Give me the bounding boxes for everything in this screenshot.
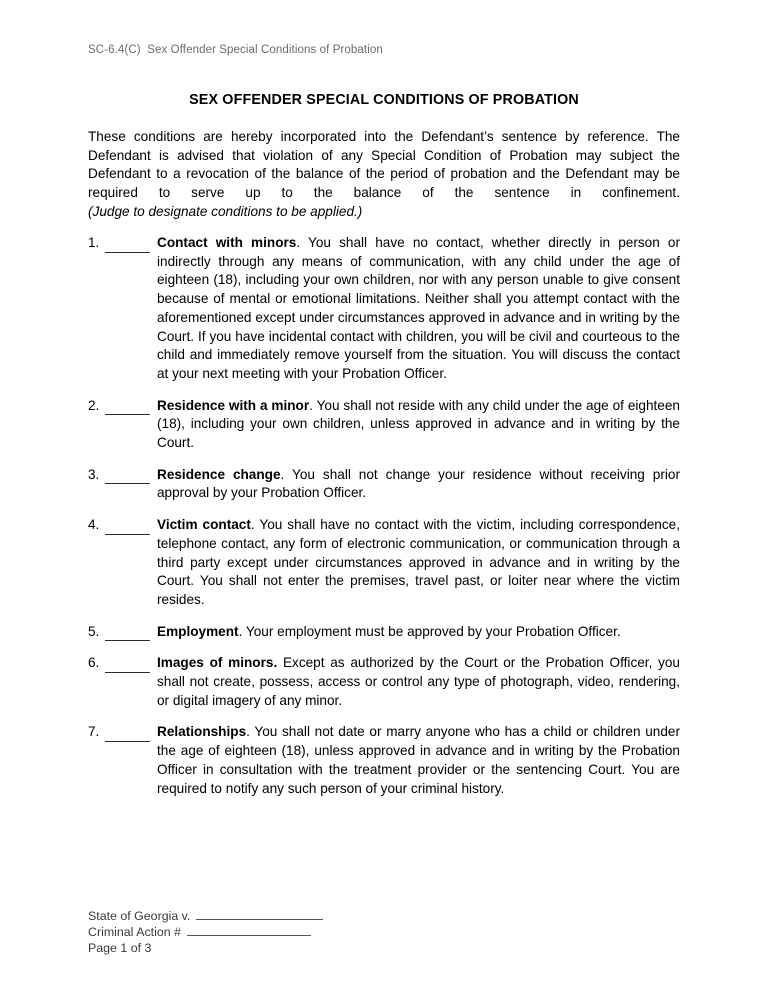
condition-label: Employment — [157, 623, 239, 639]
condition-label: Residence with a minor — [157, 397, 310, 413]
condition-text: . You shall not change your residence without receiving prior approval by your Probation Officer. — [157, 466, 681, 501]
condition-number: 1. — [88, 235, 100, 250]
condition-checkbox-blank-1[interactable] — [105, 234, 150, 253]
condition-checkbox-blank-3[interactable] — [105, 466, 150, 485]
condition-label: Contact with minors — [157, 235, 297, 250]
condition-checkbox-blank-6[interactable] — [105, 654, 150, 673]
condition-item-4 — [88, 516, 680, 610]
criminal-action-number-field[interactable] — [187, 924, 311, 936]
footer-case-label: State of Georgia v. — [88, 909, 191, 923]
condition-checkbox-blank-7[interactable] — [105, 723, 150, 742]
condition-text: . You shall not reside with any child under the age of eighteen (18), including your own children, unless approved in advance and in writing by the Court. — [157, 397, 680, 451]
page-title: SEX OFFENDER SPECIAL CONDITIONS OF PROBATION — [189, 92, 579, 108]
condition-number: 3. — [88, 466, 100, 482]
condition-item-2 — [88, 397, 680, 453]
footer-action-line — [88, 924, 323, 940]
condition-text: . You shall not date or marry anyone who has a child or children under the age of eighteen (18), unless approved in advance and in writing by the Probation Officer in consultation with the treatment provider or the sentencing Court. You are required to notify any such person of your criminal history. — [157, 724, 680, 796]
condition-text: . Your employment must be approved by your Probation Officer. — [238, 623, 621, 639]
condition-number: 6. — [88, 655, 100, 671]
condition-label: Relationships — [157, 724, 247, 740]
condition-number: 4. — [88, 517, 100, 533]
condition-text: Except as authorized by the Court or the Probation Officer, you shall not create, possess, access or control any type of photograph, video, rendering, or digital imagery of any minor. — [157, 655, 680, 708]
condition-item-6 — [88, 654, 680, 710]
condition-text: . You shall have no contact with the victim, including correspondence, telephone contact, any form of electronic communication, or communication through a third party except under circumstances approved in advance and in writing by the Court. You shall not enter the premises, travel past, or loiter near where the victim resides. — [157, 517, 681, 607]
footer-case-line — [88, 908, 323, 924]
intro-paragraph — [88, 128, 680, 222]
form-number-header: SC-6.4(C) Sex Offender Special Conditions of Probation — [88, 44, 383, 56]
intro-body-text: These conditions are hereby incorporated into the Defendant’s sentence by reference. The Defendant is advised that violation of any Special Condition of Probation may subject the Defendant to a revocation of the balance of the period of probation and the Defendant may be required to serve up to the balance of the sentence in confinement. — [88, 129, 680, 201]
condition-item-7 — [88, 723, 680, 798]
condition-item-1 — [88, 234, 680, 384]
case-name-field[interactable] — [196, 908, 323, 920]
condition-checkbox-blank-4[interactable] — [105, 516, 150, 535]
condition-number: 5. — [88, 623, 100, 639]
intro-judge-note: (Judge to designate conditions to be applied.) — [88, 203, 363, 219]
condition-number: 2. — [88, 397, 100, 413]
condition-label: Residence change — [157, 466, 281, 482]
condition-label: Images of minors. — [157, 655, 278, 671]
footer-page-number: Page 1 of 3 — [88, 941, 152, 956]
condition-checkbox-blank-5[interactable] — [105, 623, 150, 642]
condition-item-3 — [88, 466, 680, 503]
condition-text: . You shall have no contact, whether directly in person or indirectly through any means of communication, with any child under the age of eighteen (18), including your own children, nor with any person unable to give consent because of mental or emotional limitations. Neither shall you attempt contact with the aforementioned except under circumstances approved in advance and in writing by the Court. If you have incidental contact with children, you will be civil and courteous to the child and immediately remove yourself from the situation. You will discuss the contact at your next meeting with your Probation Officer. — [157, 235, 680, 381]
condition-label: Victim contact — [157, 517, 251, 533]
condition-item-5 — [88, 623, 680, 642]
condition-number: 7. — [88, 724, 100, 740]
footer-action-label: Criminal Action # — [88, 925, 181, 940]
condition-checkbox-blank-2[interactable] — [105, 397, 150, 416]
page-footer — [88, 908, 323, 957]
conditions-list — [88, 234, 680, 798]
